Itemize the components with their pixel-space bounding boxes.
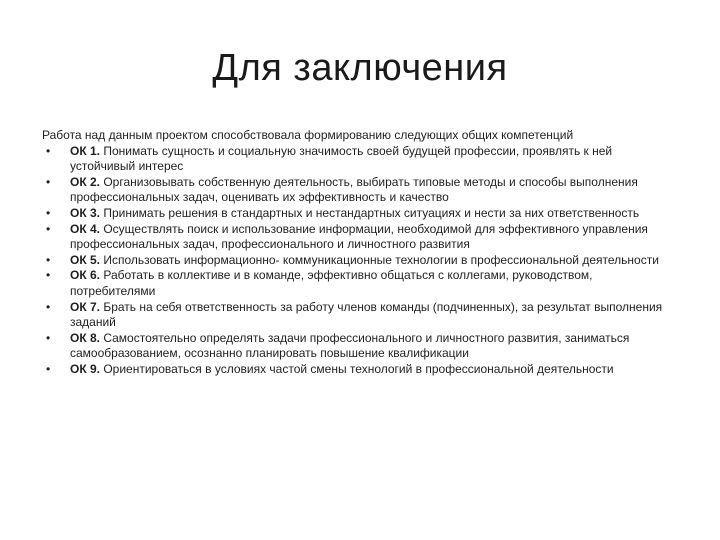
competency-text: Ориентироваться в условиях частой смены технологий в профессиональной деятельности: [100, 361, 614, 376]
competency-item: [42, 206, 674, 222]
bullet-icon: •: [46, 361, 51, 376]
competency-text: Использовать информационно- коммуникационные технологии в профессиональной деятельности: [100, 252, 659, 267]
competency-text: Осуществлять поиск и использование информации, необходимой для эффективного управления профессиональных задач, профессионального и личностного развития: [70, 221, 648, 252]
bullet-icon: •: [46, 174, 51, 189]
bullet-icon: •: [46, 299, 51, 314]
competency-code: ОК 7.: [70, 299, 100, 314]
competency-code: ОК 5.: [70, 252, 100, 267]
competency-item: [42, 300, 674, 331]
competency-item: [42, 268, 674, 299]
competency-text: Организовывать собственную деятельность, выбирать типовые методы и способы выполнения профессиональных задач, оценивать их эффективность и качество: [70, 174, 638, 205]
slide-title: Для заключения: [212, 47, 508, 89]
competency-list: [42, 144, 674, 378]
competency-code: ОК 4.: [70, 221, 100, 236]
competency-code: ОК 1.: [70, 143, 100, 158]
competency-item: [42, 222, 674, 253]
bullet-icon: •: [46, 205, 51, 220]
competency-item: [42, 331, 674, 362]
intro-text: Работа над данным проектом способствовала формированию следующих общих компетенций: [42, 128, 574, 142]
competency-code: ОК 3.: [70, 205, 100, 220]
bullet-icon: •: [46, 252, 51, 267]
competency-text: Брать на себя ответственность за работу членов команды (подчиненных), за результат выполнения заданий: [70, 299, 663, 330]
bullet-icon: •: [46, 221, 51, 236]
competency-item: [42, 144, 674, 175]
competency-text: Принимать решения в стандартных и нестандартных ситуациях и нести за них ответственность: [100, 205, 640, 220]
competency-text: Понимать сущность и социальную значимость своей будущей профессии, проявлять к ней устойчивый интерес: [70, 143, 613, 174]
competency-code: ОК 9.: [70, 361, 100, 376]
competency-item: [42, 253, 674, 269]
competency-code: ОК 6.: [70, 268, 100, 283]
competency-item: [42, 362, 674, 378]
slide-content: [42, 128, 674, 378]
competency-code: ОК 8.: [70, 330, 100, 345]
competency-text: Самостоятельно определять задачи профессионального и личностного развития, заниматься самообразованием, осознанно планировать повышение квалификации: [70, 330, 630, 361]
bullet-icon: •: [46, 143, 51, 158]
bullet-icon: •: [46, 268, 51, 283]
bullet-icon: •: [46, 330, 51, 345]
competency-item: [42, 175, 674, 206]
competency-code: ОК 2.: [70, 174, 100, 189]
competency-text: Работать в коллективе и в команде, эффективно общаться с коллегами, руководством, потребителями: [70, 268, 593, 298]
